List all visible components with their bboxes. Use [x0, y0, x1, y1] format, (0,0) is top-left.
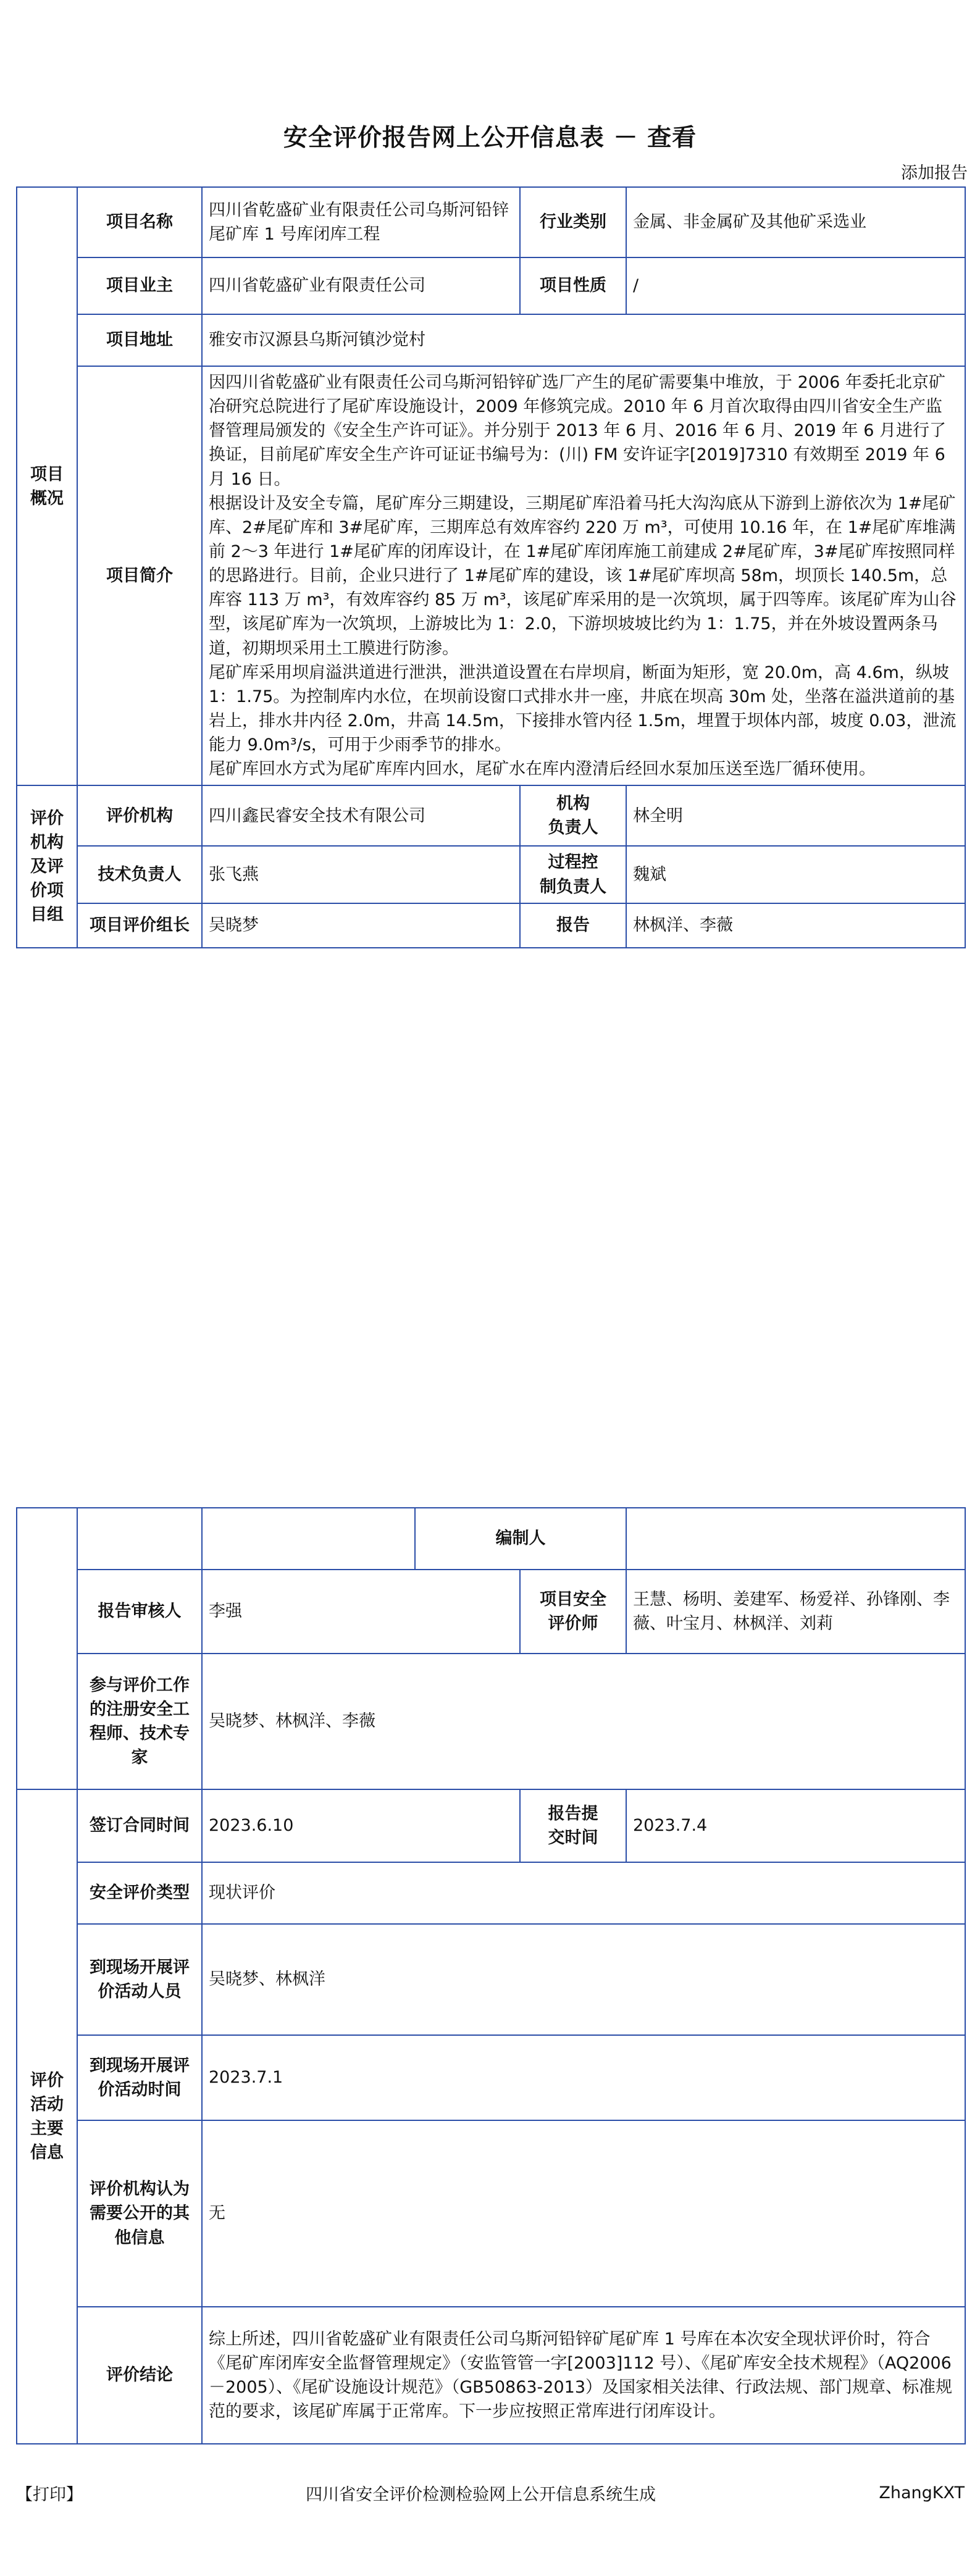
project-name-row — [17, 187, 965, 257]
org-head-label: 机构 负责人 — [520, 785, 626, 846]
report-label: 报告 — [520, 903, 626, 948]
eval-org-value: 四川鑫民睿安全技术有限公司 — [202, 785, 520, 846]
process-head-label: 过程控 制负责人 — [520, 846, 626, 903]
submit-date-label: 报告提 交时间 — [520, 1789, 626, 1862]
project-intro-row — [17, 366, 965, 785]
site-people-label: 到现场开展评 价活动人员 — [77, 1924, 202, 2035]
site-time-label: 到现场开展评 价活动时间 — [77, 2035, 202, 2120]
eval-type-value: 现状评价 — [202, 1862, 965, 1924]
reviewer-label: 报告审核人 — [77, 1570, 202, 1654]
section-eval-org-label: 评价 机构 及评 价项 目组 — [17, 785, 77, 947]
intro-paragraph: 因四川省乾盛矿业有限责任公司乌斯河铅锌矿选厂产生的尾矿需要集中堆放，于 2006 年委托北京矿冶研究总院进行了尾矿库设施设计，2009 年修筑完成。2010 年 6 月首次取得由四川省安全生产监督管理局颁发的《安全生产许可证》。并分别于 2013 年 6 月、2016 年 6 月、2019 年 6 月进行了换证，目前尾矿库安全生产许可证证书编号为：(川) FM 安许证字[2019]7310 有效期至 2019 年 6 月 16 日。 — [209, 373, 946, 489]
site-time-value: 2023.7.1 — [202, 2035, 965, 2120]
compiler-label: 编制人 — [415, 1508, 626, 1570]
author-name: ZhangKXT — [879, 2483, 965, 2503]
industry-value: 金属、非金属矿及其他矿采选业 — [626, 187, 965, 257]
section-overview-label: 项目 概况 — [17, 187, 77, 785]
project-address-value: 雅安市汉源县乌斯河镇沙觉村 — [202, 314, 965, 366]
info-table-part-2 — [16, 1507, 966, 2444]
project-intro-text — [202, 366, 965, 785]
add-report-link[interactable]: 添加报告 — [901, 164, 968, 183]
other-info-row — [17, 2120, 965, 2307]
contract-date-row — [17, 1789, 965, 1862]
eval-type-label: 安全评价类型 — [77, 1862, 202, 1924]
eval-org-row — [17, 785, 965, 846]
conclusion-value: 综上所述，四川省乾盛矿业有限责任公司乌斯河铅锌矿尾矿库 1 号库在本次安全现状评价时，符合《尾矿库闭库安全监督管理规定》（安监管管一字[2003]112 号）、《尾矿库安全技术规程》（AQ2006－2005）、《尾矿设施设计规范》（GB50863-2013）及国家相关法律、行政法规、部门规章、标准规范的要求，该尾矿库属于正常库。下一步应按照正常库进行闭库设计。 — [202, 2307, 965, 2444]
eval-org-label: 评价机构 — [77, 785, 202, 846]
engineers-row — [17, 1654, 965, 1789]
project-name-value: 四川省乾盛矿业有限责任公司乌斯河铅锌尾矿库 1 号库闭库工程 — [202, 187, 520, 257]
eval-type-row — [17, 1862, 965, 1924]
intro-paragraph: 根据设计及安全专篇，尾矿库分三期建设，三期尾矿库沿着马托大沟沟底从下游到上游依次为 1#尾矿库、2#尾矿库和 3#尾矿库，三期库总有效库容约 220 万 m³，可使用 10.16 年，在 1#尾矿库堆满前 2～3 年进行 1#尾矿库的闭库设计，在 1#尾矿库闭库施工前建成 2#尾矿库，3#尾矿库按照同样的思路进行。目前，企业只进行了 1#尾矿库的建设，该 1#尾矿库坝高 58m，坝顶长 140.5m，总库容 113 万 m³，有效库容约 85 万 m³，该尾矿库采用的是一次筑坝，属于四等库。该尾矿库为山谷型，该尾矿库为一次筑坝，上游坡比为 1：2.0，下游坝坡坡比约为 1：1.75，并在外坡设置两条马道，初期坝采用土工膜进行防渗。 — [209, 493, 957, 658]
compiler-blank-cell — [202, 1508, 415, 1570]
org-head-value: 林全明 — [626, 785, 965, 846]
intro-paragraph: 尾矿库采用坝肩溢洪道进行泄洪，泄洪道设置在右岸坝肩，断面为矩形，宽 20.0m，高 4.6m，纵坡 1：1.75。为控制库内水位，在坝前设窗口式排水井一座，井底在坝高 30m 处，坐落在溢洪道前的基岩上，排水井内径 2.0m，井高 14.5m，下接排水管内径 1.5m，埋置于坝体内部，坡度 0.03，泄流能力 9.0m³/s，可用于少雨季节的排水。 — [209, 663, 957, 755]
tech-head-label: 技术负责人 — [77, 846, 202, 903]
conclusion-row — [17, 2307, 965, 2444]
contract-date-label: 签订合同时间 — [77, 1789, 202, 1862]
team-leader-row — [17, 903, 965, 948]
project-owner-row — [17, 257, 965, 314]
tech-head-value: 张飞燕 — [202, 846, 520, 903]
project-nature-value: / — [626, 257, 965, 314]
reviewer-row — [17, 1570, 965, 1654]
site-people-value: 吴晓梦、林枫洋 — [202, 1924, 965, 2035]
evaluators-label: 项目安全 评价师 — [520, 1570, 626, 1654]
industry-label: 行业类别 — [520, 187, 626, 257]
other-info-value: 无 — [202, 2120, 965, 2307]
site-time-row — [17, 2035, 965, 2120]
compiler-value — [626, 1508, 965, 1570]
tech-head-row — [17, 846, 965, 903]
other-info-label: 评价机构认为 需要公开的其 他信息 — [77, 2120, 202, 2307]
project-address-label: 项目地址 — [77, 314, 202, 366]
info-table-part-1 — [16, 186, 966, 948]
site-people-row — [17, 1924, 965, 2035]
project-address-row — [17, 314, 965, 366]
print-link[interactable]: 【打印】 — [16, 2485, 83, 2504]
contract-date-value: 2023.6.10 — [202, 1789, 520, 1862]
conclusion-label: 评价结论 — [77, 2307, 202, 2444]
team-leader-value: 吴晓梦 — [202, 903, 520, 948]
section-activity-label: 评价 活动 主要 信息 — [17, 1789, 77, 2444]
submit-date-value: 2023.7.4 — [626, 1789, 965, 1862]
engineers-label: 参与评价工作 的注册安全工 程师、技术专 家 — [77, 1654, 202, 1789]
project-owner-value: 四川省乾盛矿业有限责任公司 — [202, 257, 520, 314]
report-value: 林枫洋、李薇 — [626, 903, 965, 948]
engineers-value: 吴晓梦、林枫洋、李薇 — [202, 1654, 965, 1789]
section-eval-team-continued — [17, 1508, 77, 1789]
project-nature-label: 项目性质 — [520, 257, 626, 314]
process-head-value: 魏斌 — [626, 846, 965, 903]
page-title: 安全评价报告网上公开信息表 － 查看 — [283, 124, 697, 152]
project-name-label: 项目名称 — [77, 187, 202, 257]
team-leader-label: 项目评价组长 — [77, 903, 202, 948]
page-footer — [16, 2481, 965, 2505]
compiler-row — [17, 1508, 965, 1570]
compiler-blank-cell — [77, 1508, 202, 1570]
project-owner-label: 项目业主 — [77, 257, 202, 314]
evaluators-value: 王慧、杨明、姜建军、杨爱祥、孙锋刚、李薇、叶宝月、林枫洋、刘莉 — [626, 1570, 965, 1654]
system-name: 四川省安全评价检测检验网上公开信息系统生成 — [306, 2485, 656, 2504]
intro-paragraph: 尾矿库回水方式为尾矿库库内回水，尾矿水在库内澄清后经回水泵加压送至选厂循环使用。 — [209, 759, 876, 779]
reviewer-value: 李强 — [202, 1570, 520, 1654]
project-intro-label: 项目简介 — [77, 366, 202, 785]
